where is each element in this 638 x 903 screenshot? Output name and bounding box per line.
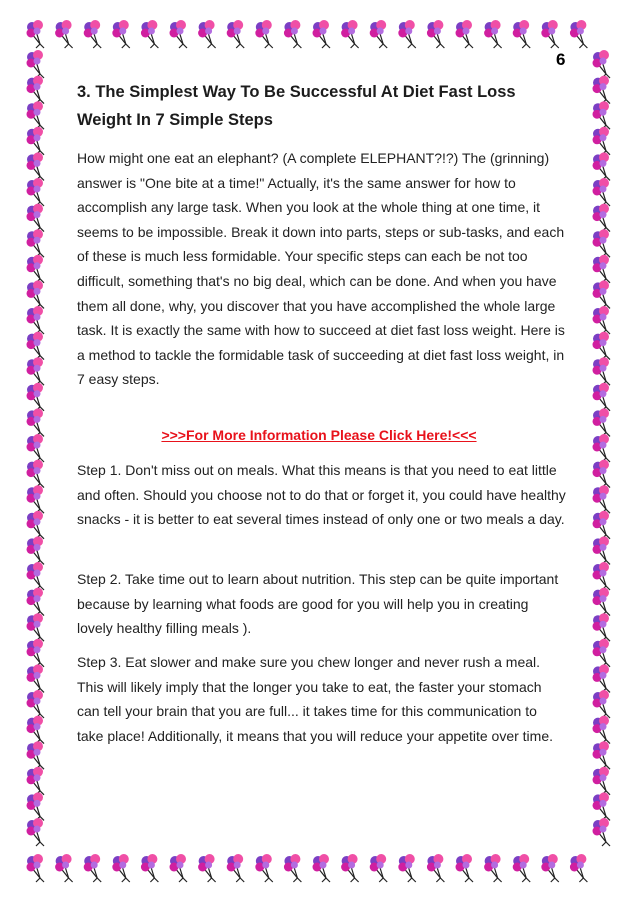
- balloon-icon: [55, 20, 73, 48]
- balloon-icon: [570, 20, 588, 48]
- balloon-icon: [593, 818, 611, 846]
- balloon-icon: [27, 152, 45, 180]
- balloon-icon: [570, 854, 588, 882]
- section-heading: 3. The Simplest Way To Be Successful At Diet Fast Loss Weight In 7 Simple Steps: [77, 83, 516, 129]
- balloon-icon: [27, 306, 45, 334]
- balloon-icon: [27, 854, 45, 882]
- balloon-icon: [593, 485, 611, 513]
- balloon-icon: [398, 854, 416, 882]
- balloon-icon: [27, 127, 45, 155]
- balloon-icon: [313, 854, 331, 882]
- balloon-icon: [370, 854, 388, 882]
- balloon-icon: [84, 20, 102, 48]
- balloon-icon: [456, 20, 474, 48]
- balloon-icon: [593, 178, 611, 206]
- more-info-link[interactable]: >>>For More Information Please Click Here!<<<: [161, 427, 477, 443]
- balloon-icon: [198, 20, 216, 48]
- balloon-icon: [593, 152, 611, 180]
- balloon-icon: [341, 854, 359, 882]
- balloon-icon: [593, 332, 611, 360]
- balloon-icon: [27, 280, 45, 308]
- balloon-icon: [170, 854, 188, 882]
- balloon-icon: [27, 204, 45, 232]
- balloon-icon: [27, 255, 45, 283]
- balloon-icon: [27, 178, 45, 206]
- balloon-icon: [593, 460, 611, 488]
- balloon-icon: [593, 101, 611, 129]
- balloon-icon: [255, 854, 272, 882]
- balloon-icon: [27, 20, 45, 48]
- balloon-icon: [284, 20, 302, 48]
- balloon-icon: [27, 383, 45, 411]
- balloon-icon: [27, 664, 45, 692]
- balloon-icon: [593, 562, 611, 590]
- balloon-icon: [198, 854, 216, 882]
- step-1-paragraph: Step 1. Don't miss out on meals. What this means is that you need to eat little and often. Should you choose not to do that or forget it, you could have healthy snacks - it is better to eat several times instead of only one or two meals a day.: [77, 462, 566, 528]
- balloon-icon: [227, 854, 245, 882]
- balloon-icon: [227, 20, 245, 48]
- step-2-paragraph: Step 2. Take time out to learn about nutrition. This step can be quite important because by learning what foods are good for you will help you in creating lovely healthy filling meals ).: [77, 571, 559, 637]
- balloon-icon: [27, 76, 45, 104]
- balloon-icon: [370, 20, 388, 48]
- balloon-icon: [27, 562, 45, 590]
- balloon-icon: [593, 716, 611, 744]
- balloon-icon: [27, 511, 45, 539]
- balloon-icon: [170, 20, 188, 48]
- balloon-icon: [27, 536, 45, 564]
- balloon-icon: [55, 854, 73, 882]
- balloon-icon: [593, 613, 611, 641]
- balloon-icon: [27, 485, 45, 513]
- balloon-icon: [27, 460, 45, 488]
- balloon-icon: [593, 664, 611, 692]
- balloon-icon: [27, 818, 45, 846]
- balloon-icon: [84, 854, 102, 882]
- balloon-icon: [27, 639, 45, 667]
- balloon-icon: [284, 854, 302, 882]
- balloon-icon: [593, 536, 611, 564]
- balloon-icon: [141, 20, 159, 48]
- balloon-icon: [593, 383, 611, 411]
- balloon-icon: [112, 854, 130, 882]
- balloon-icon: [593, 588, 611, 616]
- balloon-icon: [593, 76, 611, 104]
- balloon-icon: [27, 101, 45, 129]
- balloon-icon: [27, 741, 45, 769]
- balloon-icon: [593, 639, 611, 667]
- balloon-icon: [593, 357, 611, 385]
- balloon-icon: [593, 280, 611, 308]
- balloon-icon: [593, 511, 611, 539]
- balloon-icon: [541, 20, 559, 48]
- balloon-icon: [513, 20, 531, 48]
- page-number: 6: [556, 50, 566, 69]
- balloon-icon: [427, 20, 445, 48]
- balloon-icon: [541, 854, 559, 882]
- balloon-icon: [593, 792, 611, 820]
- balloon-icon: [141, 854, 159, 882]
- balloon-icon: [484, 854, 502, 882]
- balloon-icon: [593, 767, 611, 795]
- balloon-icon: [593, 204, 611, 232]
- balloon-icon: [27, 613, 45, 641]
- balloon-icon: [593, 50, 611, 78]
- balloon-icon: [255, 20, 272, 48]
- balloon-icon: [27, 229, 45, 257]
- balloon-icon: [27, 357, 45, 385]
- balloon-icon: [398, 20, 416, 48]
- step-3-paragraph: Step 3. Eat slower and make sure you chew longer and never rush a meal. This will likely imply that the longer you take to eat, the faster your stomach can tell your brain that you are full... it takes time for this communication to take place! Additionally, it means that you will reduce your appetite over time.: [77, 654, 553, 744]
- balloon-icon: [427, 854, 445, 882]
- balloon-icon: [27, 716, 45, 744]
- balloon-icon: [593, 255, 611, 283]
- intro-paragraph: How might one eat an elephant? (A complete ELEPHANT?!?) The (grinning) answer is "One bite at a time!" Actually, it's the same answer for how to accomplish any large task. When you look at the whole thing at one time, it seems to be impossible. Break it down into parts, steps or sub-tasks, and each of these is much less formidable. Your specific steps can each be not too difficult, something that's no big deal, which can be done. And when you have them all done, why, you discover that you have accomplished the whole large task. It is exactly the same with how to succeed at diet fast loss weight. Here is a method to tackle the formidable task of succeeding at diet fast loss weight, in 7 easy steps.: [77, 150, 565, 388]
- balloon-icon: [27, 690, 45, 718]
- balloon-icon: [27, 767, 45, 795]
- balloon-icon: [593, 127, 611, 155]
- balloon-icon: [313, 20, 331, 48]
- balloon-icon: [456, 854, 474, 882]
- balloon-icon: [484, 20, 502, 48]
- balloon-icon: [513, 854, 531, 882]
- balloon-icon: [593, 306, 611, 334]
- balloon-icon: [27, 50, 45, 78]
- balloon-icon: [27, 588, 45, 616]
- balloon-icon: [593, 741, 611, 769]
- balloon-icon: [593, 690, 611, 718]
- balloon-icon: [593, 229, 611, 257]
- balloon-icon: [27, 332, 45, 360]
- balloon-icon: [27, 792, 45, 820]
- balloon-icon: [341, 20, 359, 48]
- balloon-icon: [112, 20, 130, 48]
